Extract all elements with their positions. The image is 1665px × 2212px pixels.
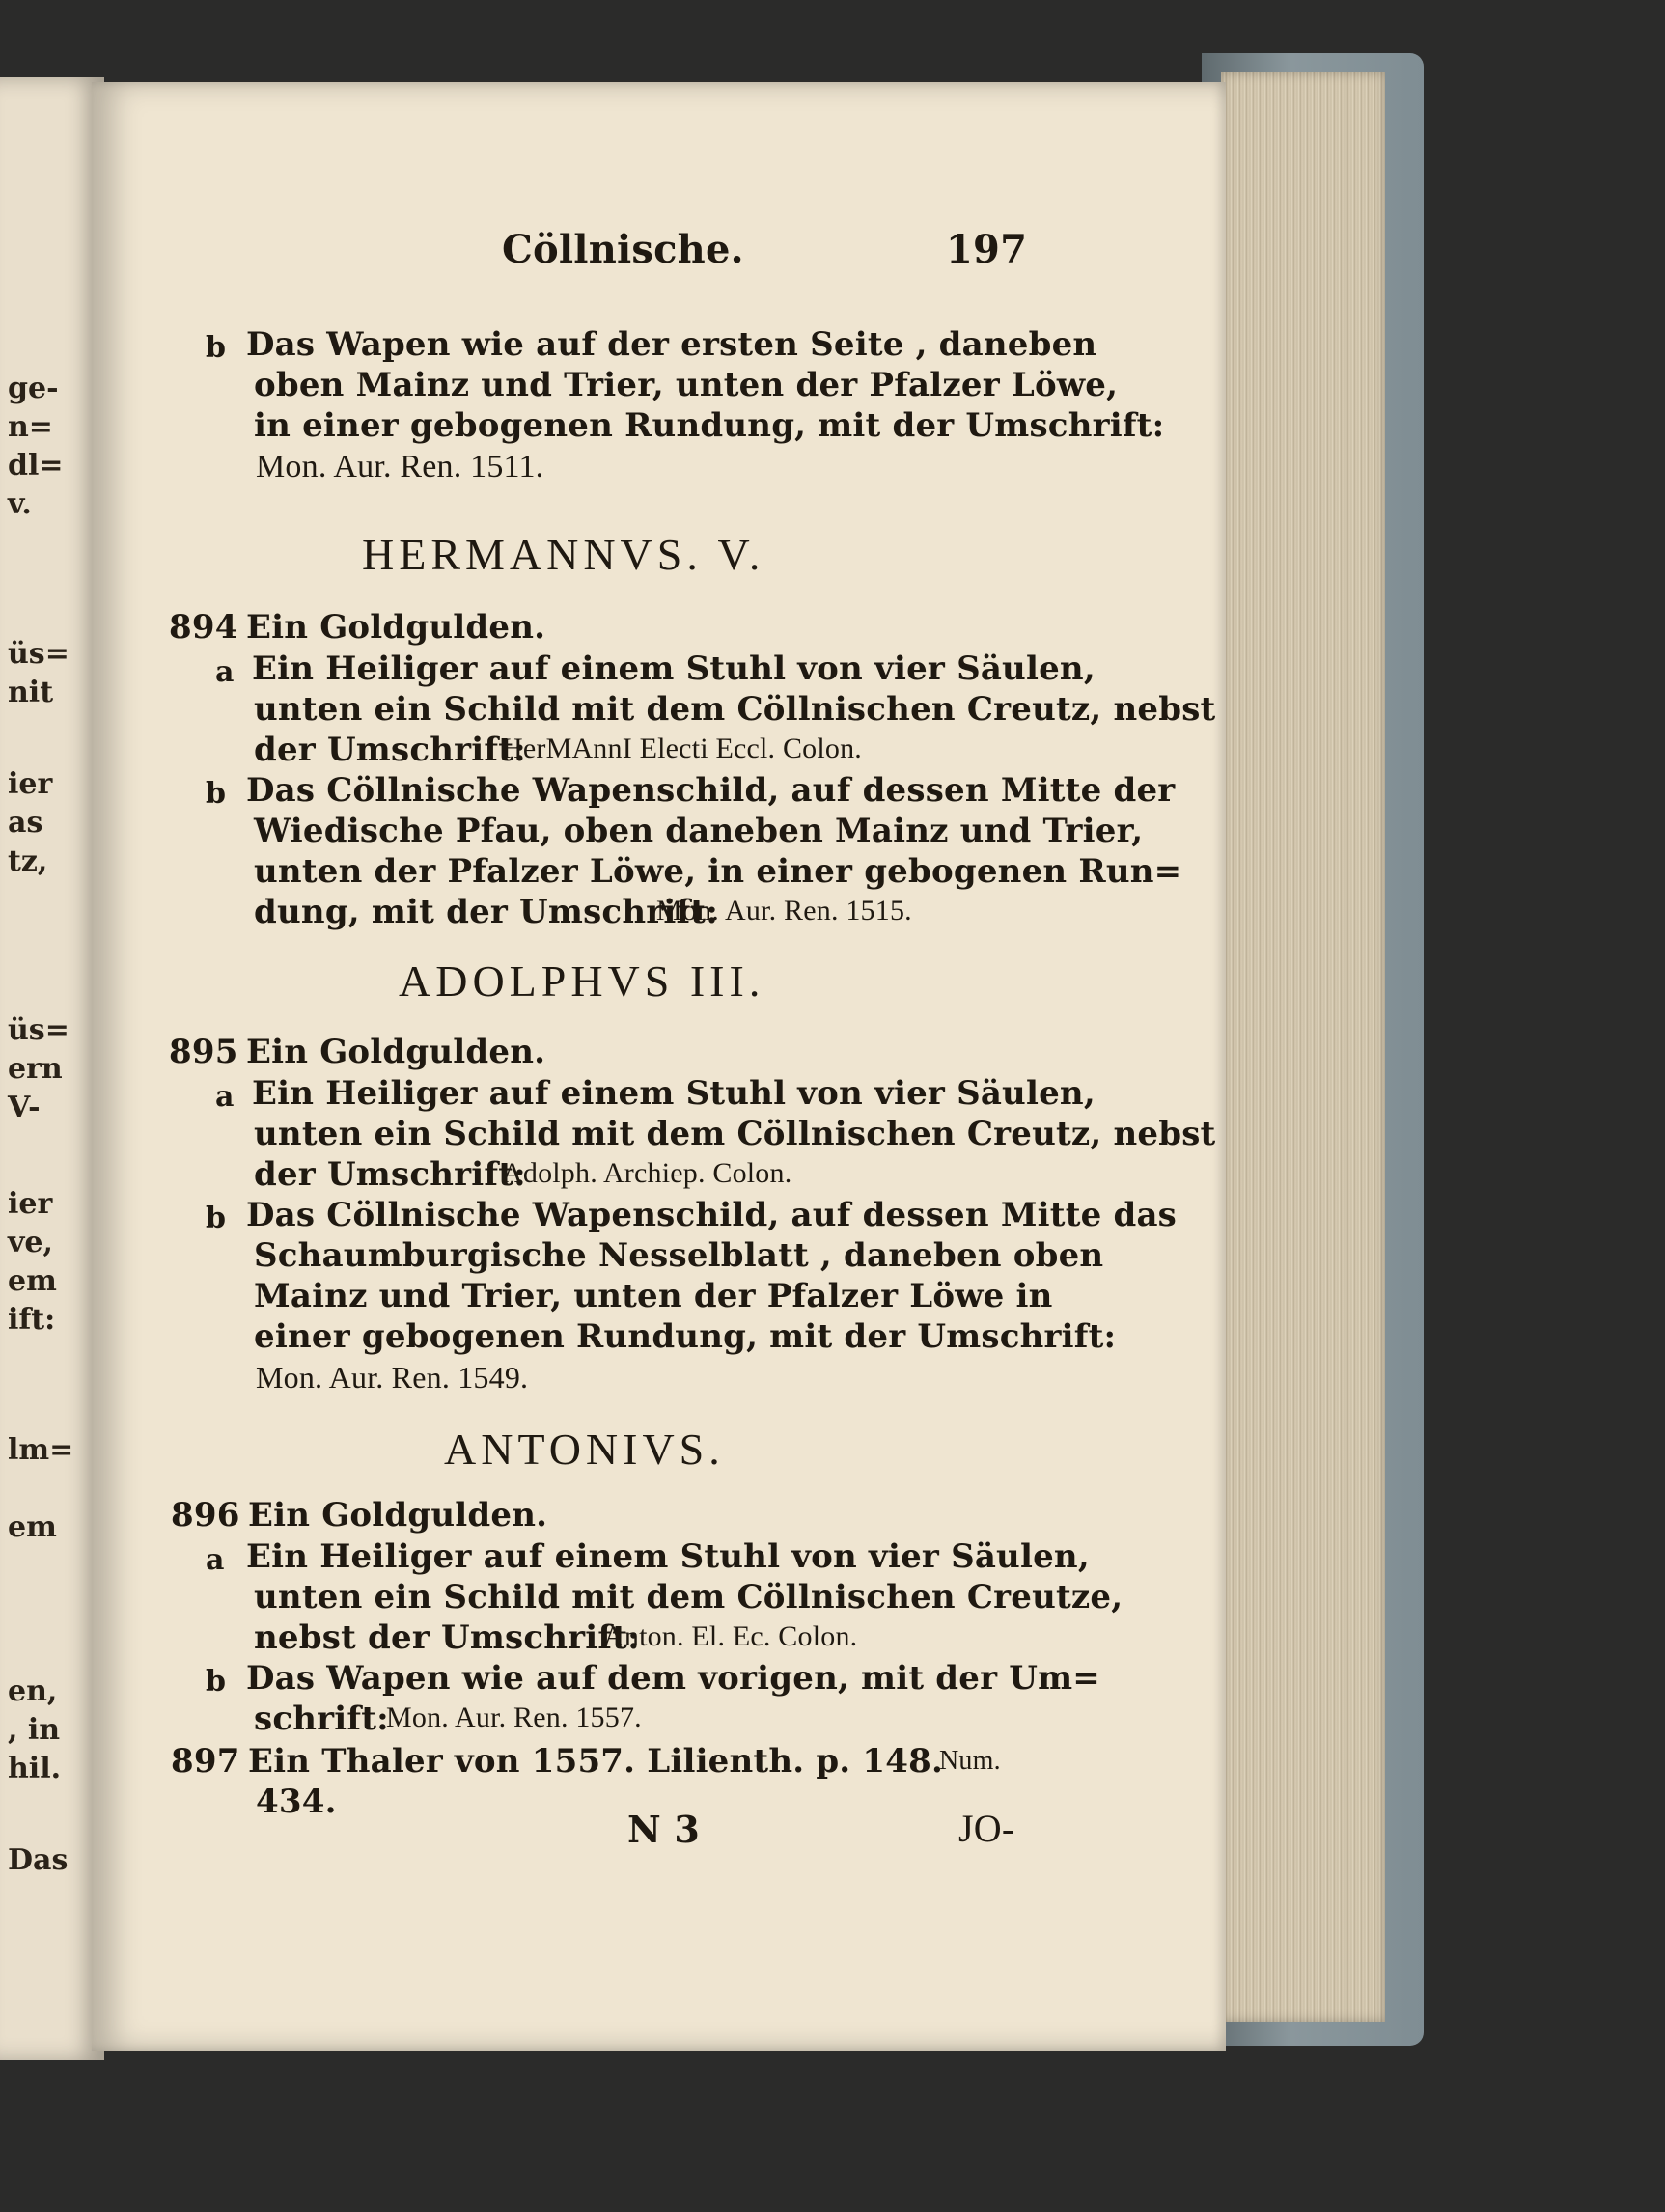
left-page-fragment: en, (8, 1674, 58, 1708)
left-page-fragment: nit (8, 676, 54, 709)
entry-text-line: in einer gebogenen Rundung, mit der Umschrift: (254, 406, 1165, 445)
entry-legend: Adolph. Archiep. Colon. (502, 1157, 792, 1189)
section-heading: ADOLPHVS III. (399, 956, 765, 1006)
left-page-fragment: ier (8, 1187, 53, 1221)
entry-legend: Num. (939, 1746, 1001, 1776)
entry-text-line: Das Wapen wie auf dem vorigen, mit der Um= (246, 1659, 1100, 1698)
entry-text-line: nebst der Umschrift: (254, 1618, 640, 1657)
left-page-fragment: tz, (8, 844, 48, 878)
entry-text-line: Wiedische Pfau, oben daneben Mainz und Trier, (254, 812, 1144, 850)
left-page-fragment: ern (8, 1052, 63, 1086)
entry-text-line: unten ein Schild mit dem Cöllnischen Creutz, nebst (254, 1115, 1216, 1153)
entry-legend: Mon. Aur. Ren. 1549. (256, 1360, 529, 1395)
entry-text-line: Ein Heiliger auf einem Stuhl von vier Säulen, (252, 1074, 1096, 1113)
running-head-title: Cöllnische. (502, 227, 744, 272)
entry-title: Ein Goldgulden. (246, 1033, 546, 1071)
left-page-fragment: as (8, 806, 43, 840)
entry-text-line: Das Cöllnische Wapenschild, auf dessen Mitte das (246, 1196, 1178, 1234)
right-page (92, 82, 1226, 2051)
left-page-fragment: v. (8, 487, 32, 521)
left-page-fragment: ier (8, 767, 53, 801)
entry-text-line: Ein Thaler von 1557. Lilienth. p. 148. (248, 1742, 943, 1781)
entry-marker-b: b (206, 331, 226, 365)
catchword: JO- (958, 1807, 1015, 1850)
page-number: 197 (946, 227, 1028, 272)
entry-legend: Anton. El. Ec. Colon. (603, 1620, 858, 1652)
entry-marker-b: b (206, 1202, 226, 1235)
left-page-fragment: ift: (8, 1303, 56, 1337)
signature-mark: N 3 (627, 1808, 701, 1851)
entry-text-line: Ein Heiliger auf einem Stuhl von vier Säulen, (246, 1537, 1090, 1576)
entry-marker-a: a (215, 655, 235, 689)
entry-text-line: schrift: (254, 1700, 389, 1738)
entry-legend: Mon. Aur. Ren. 1511. (256, 449, 544, 484)
entry-text-line: der Umschrift: (254, 1155, 526, 1194)
page-fore-edge (1221, 72, 1385, 2022)
entry-marker-a: a (215, 1080, 235, 1114)
entry-text-line: Ein Heiliger auf einem Stuhl von vier Säulen, (252, 650, 1096, 688)
entry-legend: Mon. Aur. Ren. 1557. (386, 1701, 642, 1733)
left-page-fragment: ge- (8, 372, 59, 405)
left-page-fragment: Das (8, 1843, 69, 1877)
entry-text-line: oben Mainz und Trier, unten der Pfalzer Löwe, (254, 366, 1119, 404)
entry-legend: HerMAnnI Electi Eccl. Colon. (502, 733, 862, 764)
left-page-fragment: ve, (8, 1226, 53, 1259)
left-page-fragment: üs= (8, 637, 69, 671)
entry-text-line: der Umschrift: (254, 731, 526, 769)
left-page-fragment: hil. (8, 1752, 62, 1785)
entry-text-line: unten der Pfalzer Löwe, in einer gebogenen Run= (254, 852, 1182, 891)
entry-number: 895 (169, 1033, 238, 1071)
entry-text-line: Das Wapen wie auf der ersten Seite , daneben (246, 325, 1097, 364)
left-page-fragment: n= (8, 410, 53, 444)
entry-number: 897 (171, 1742, 240, 1781)
section-heading: ANTONIVS. (444, 1424, 725, 1474)
entry-text-line: einer gebogenen Rundung, mit der Umschrift: (254, 1317, 1117, 1356)
left-page-fragment: lm= (8, 1433, 74, 1467)
entry-legend: Mon. Aur. Ren. 1515. (656, 895, 912, 926)
section-heading: HERMANNVS. V. (362, 530, 765, 579)
left-page-fragment: em (8, 1264, 57, 1298)
entry-number: 896 (171, 1496, 240, 1535)
entry-text-line: unten ein Schild mit dem Cöllnischen Creutze, (254, 1578, 1124, 1617)
left-facing-page (0, 77, 104, 2060)
entry-marker-b: b (206, 777, 226, 811)
entry-title: Ein Goldgulden. (246, 608, 546, 647)
entry-text-line: 434. (256, 1783, 337, 1821)
left-page-fragment: em (8, 1510, 57, 1544)
left-page-fragment: dl= (8, 449, 64, 483)
entry-text-line: dung, mit der Umschrift: (254, 893, 718, 931)
entry-title: Ein Goldgulden. (248, 1496, 548, 1535)
entry-text-line: Das Cöllnische Wapenschild, auf dessen Mitte der (246, 771, 1176, 810)
entry-text-line: Mainz und Trier, unten der Pfalzer Löwe in (254, 1277, 1053, 1315)
entry-marker-b: b (206, 1665, 226, 1699)
entry-text-line: Schaumburgische Nesselblatt , daneben oben (254, 1236, 1104, 1275)
entry-number: 894 (169, 608, 238, 647)
left-page-fragment: V- (8, 1091, 41, 1124)
entry-marker-a: a (206, 1543, 225, 1577)
entry-text-line: unten ein Schild mit dem Cöllnischen Creutz, nebst (254, 690, 1216, 729)
left-page-fragment: , in (8, 1713, 61, 1747)
left-page-fragment: üs= (8, 1013, 69, 1047)
